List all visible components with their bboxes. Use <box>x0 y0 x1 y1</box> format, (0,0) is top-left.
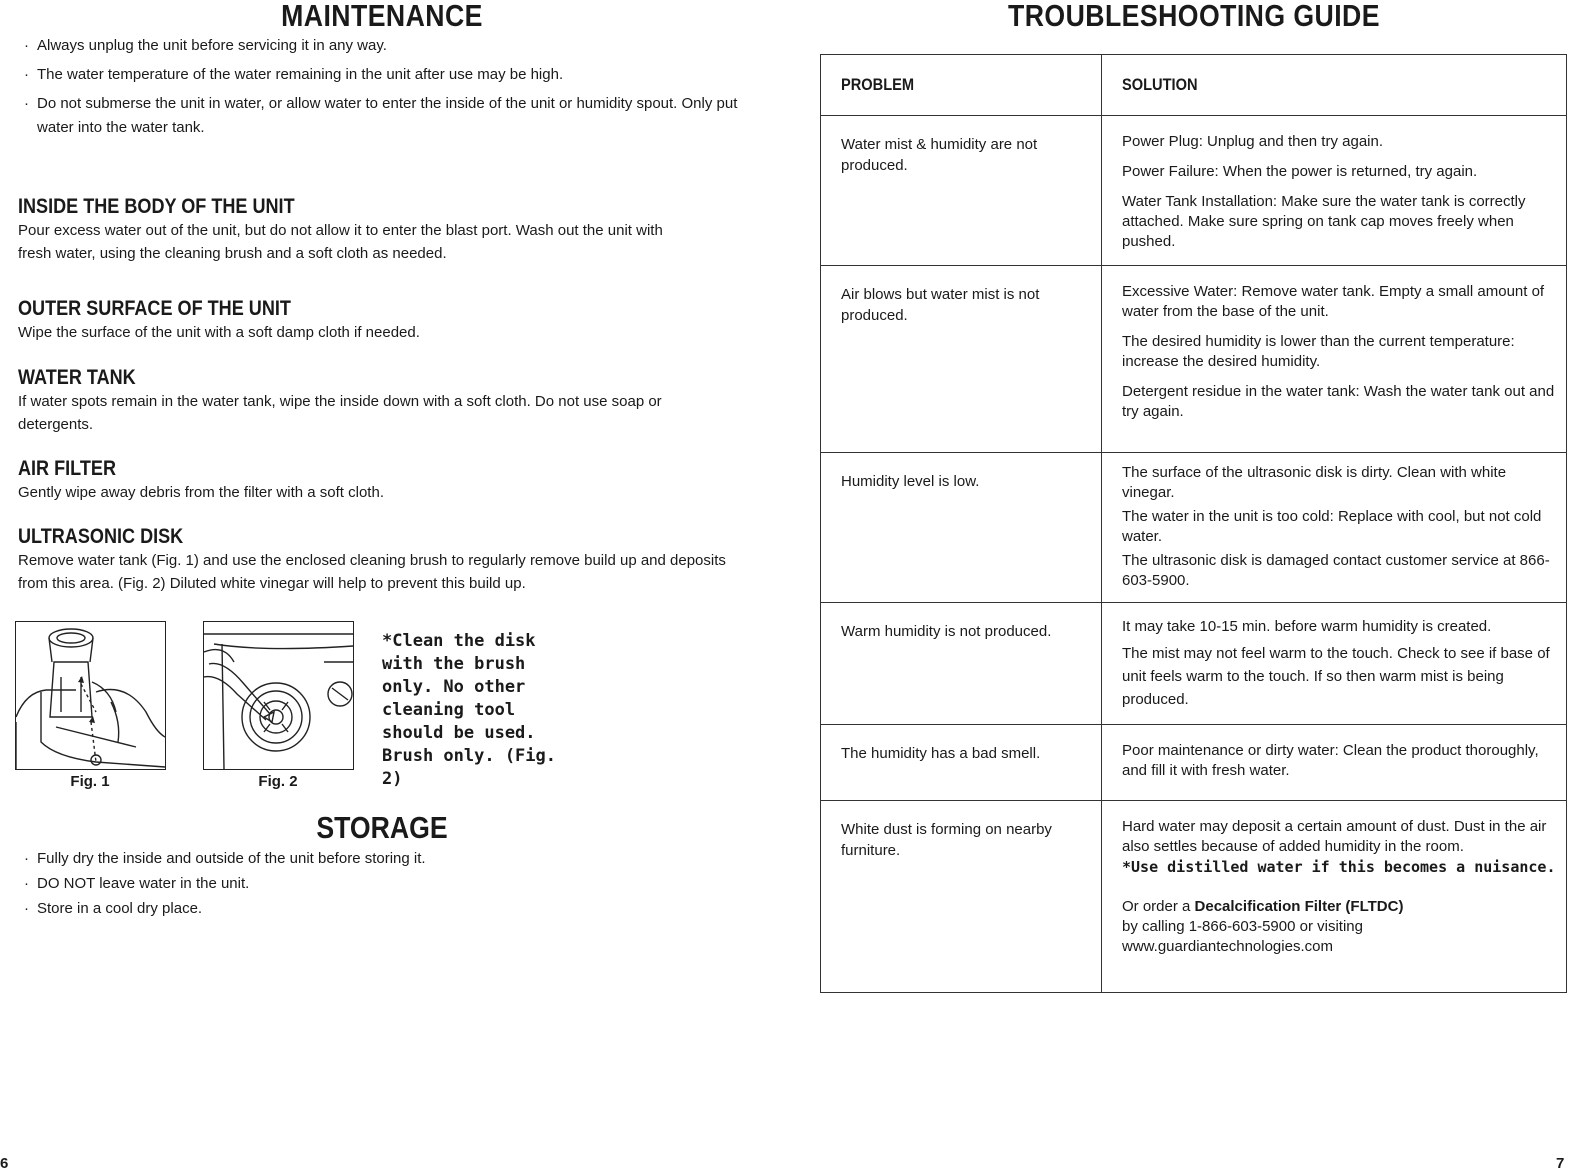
section-outer-surface <box>18 297 758 344</box>
section-water-tank <box>18 366 758 436</box>
solution-cell: Hard water may deposit a certain amount of dust. Dust in the air also settles because of added humidity in the room. *Use distilled water if this becomes a nuisance. Or order a Decalcification Filter (FLTDC) by calling 1-866-603-5900 or visiting www.guardiantechnologies.com <box>1102 801 1567 993</box>
figure-2-illustration <box>203 621 354 770</box>
problem-cell: Water mist & humidity are not produced. <box>821 116 1102 266</box>
page-number-left: 6 <box>0 1155 9 1172</box>
figure-1-illustration <box>15 621 166 770</box>
troubleshooting-table <box>820 54 1567 993</box>
section-text: Pour excess water out of the unit, but do not allow it to enter the blast port. Wash out the unit with fresh water, using the cleaning brush and a soft cloth as needed. <box>18 222 663 262</box>
section-text: Remove water tank (Fig. 1) and use the enclosed cleaning brush to regularly remove build up and deposits from this area. (Fig. 2) Diluted white vinegar will help to prevent this build up. <box>18 552 726 592</box>
problem-cell: Warm humidity is not produced. <box>821 603 1102 725</box>
section-inside-body <box>18 195 758 265</box>
order-info: Or order a Decalcification Filter (FLTDC) <box>1122 898 1404 915</box>
table-row <box>821 801 1567 993</box>
section-heading: INSIDE THE BODY OF THE UNIT <box>18 195 295 218</box>
table-row <box>821 116 1567 266</box>
section-heading: AIR FILTER <box>18 457 116 480</box>
section-text: Gently wipe away debris from the filter with a soft cloth. <box>18 484 384 501</box>
list-item: · Do not submerse the unit in water, or allow water to enter the inside of the unit or humidity spout. Only put water into the water tank. <box>24 95 738 136</box>
storage-title: STORAGE <box>316 810 448 845</box>
distilled-water-note: *Use distilled water if this becomes a nuisance. <box>1122 858 1556 876</box>
problem-cell: Air blows but water mist is not produced. <box>821 266 1102 453</box>
solution-cell: It may take 10-15 min. before warm humidity is created. The mist may not feel warm to the touch. Check to see if base of unit feels warm to the touch. If so then warm mist is being produced. <box>1102 603 1567 725</box>
section-air-filter <box>18 457 758 504</box>
website-text: www.guardiantechnologies.com <box>1122 938 1333 955</box>
cleaning-note: *Clean the disk with the brush only. No other cleaning tool should be used. Brush only. (Fig. 2) <box>382 631 556 789</box>
list-item: · Fully dry the inside and outside of the unit before storing it. <box>24 850 426 867</box>
storage-bullet-list <box>26 846 766 921</box>
water-tank-removal-drawing <box>16 622 165 769</box>
troubleshooting-title: TROUBLESHOOTING GUIDE <box>1008 0 1380 33</box>
section-text: Wipe the surface of the unit with a soft damp cloth if needed. <box>18 324 420 341</box>
table-row <box>821 725 1567 801</box>
column-header-problem: PROBLEM <box>821 55 1102 116</box>
table-row <box>821 603 1567 725</box>
figure-2-caption: Fig. 2 <box>258 773 298 790</box>
disk-brush-drawing <box>204 622 353 769</box>
section-heading: WATER TANK <box>18 366 136 389</box>
problem-cell: The humidity has a bad smell. <box>821 725 1102 801</box>
column-header-solution: SOLUTION <box>1102 55 1567 116</box>
section-heading: ULTRASONIC DISK <box>18 525 184 548</box>
section-text: If water spots remain in the water tank, wipe the inside down with a soft cloth. Do not use soap or detergents. <box>18 393 662 433</box>
table-header-row <box>821 55 1567 116</box>
list-item: · The water temperature of the water remaining in the unit after use may be high. <box>24 66 564 83</box>
list-item: · DO NOT leave water in the unit. <box>24 875 250 892</box>
solution-cell: Poor maintenance or dirty water: Clean the product thoroughly, and fill it with fresh water. <box>1102 725 1567 801</box>
maintenance-title: MAINTENANCE <box>281 0 483 33</box>
section-ultrasonic-disk <box>18 525 758 595</box>
list-item: · Store in a cool dry place. <box>24 900 203 917</box>
solution-cell: The surface of the ultrasonic disk is dirty. Clean with white vinegar. The water in the unit is too cold: Replace with cool, but not cold water. The ultrasonic disk is damaged contact customer service at 866-603-5900. <box>1102 453 1567 603</box>
problem-cell: White dust is forming on nearby furniture. <box>821 801 1102 993</box>
solution-cell: Excessive Water: Remove water tank. Empty a small amount of water from the base of the unit. The desired humidity is lower than the current temperature: increase the desired humidity. Detergent residue in the water tank: Wash the water tank out and try again. <box>1102 266 1567 453</box>
problem-cell: Humidity level is low. <box>821 453 1102 603</box>
section-heading: OUTER SURFACE OF THE UNIT <box>18 297 291 320</box>
maintenance-bullet-list <box>26 34 766 145</box>
table-row <box>821 266 1567 453</box>
order-product: Decalcification Filter (FLTDC) <box>1194 898 1404 915</box>
page-number-right: 7 <box>1556 1155 1565 1172</box>
table-row <box>821 453 1567 603</box>
list-item: · Always unplug the unit before servicing it in any way. <box>24 37 387 54</box>
solution-cell: Power Plug: Unplug and then try again. Power Failure: When the power is returned, try again. Water Tank Installation: Make sure the water tank is correctly attached. Make sure spring on tank cap moves freely when pushed. <box>1102 116 1567 266</box>
figure-1-caption: Fig. 1 <box>70 773 110 790</box>
